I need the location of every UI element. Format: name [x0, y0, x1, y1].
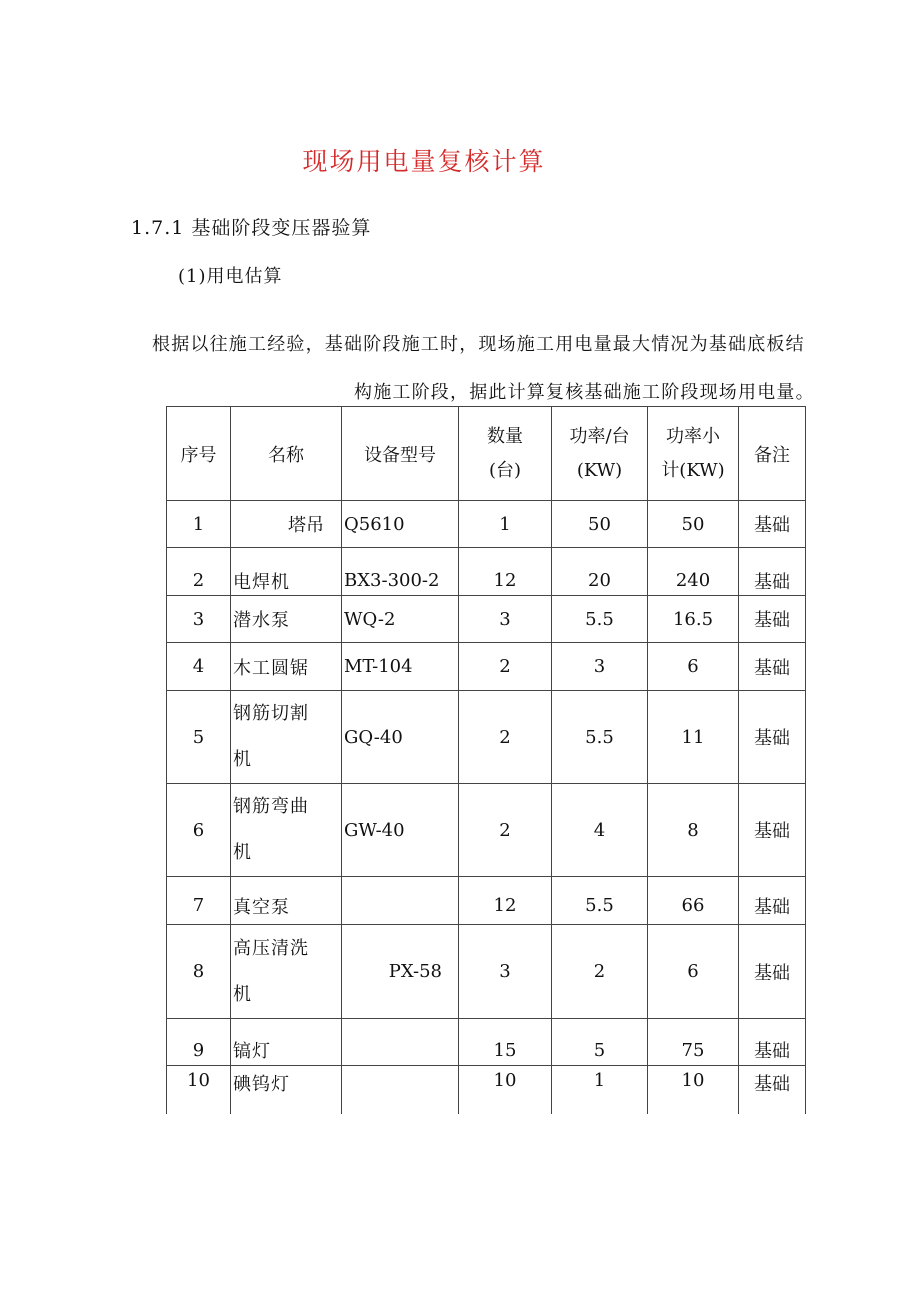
cell-subtotal: 6 — [648, 925, 739, 1019]
paragraph-line-2: 构施工阶段，据此计算复核基础施工阶段现场用电量。 — [354, 382, 815, 403]
cell-note: 基础 — [739, 1019, 806, 1066]
cell-name: 碘钨灯 — [231, 1066, 342, 1114]
cell-subtotal: 6 — [648, 643, 739, 691]
cell-note: 基础 — [739, 925, 806, 1019]
cell-no: 4 — [167, 643, 231, 691]
cell-model: Q5610 — [342, 501, 459, 548]
cell-subtotal: 75 — [648, 1019, 739, 1066]
cell-power: 5 — [552, 1019, 648, 1066]
cell-name — [231, 691, 342, 784]
cell-qty: 10 — [459, 1066, 552, 1114]
section-heading: 1.7.1 基础阶段变压器验算 — [131, 217, 372, 239]
cell-note: 基础 — [739, 548, 806, 596]
cell-power: 20 — [552, 548, 648, 596]
table-row — [167, 1019, 806, 1066]
table-row — [167, 596, 806, 643]
cell-power: 5.5 — [552, 691, 648, 784]
table-row — [167, 877, 806, 925]
header-subtotal-line1: 功率小 — [666, 425, 720, 447]
cell-name: 真空泵 — [231, 877, 342, 925]
cell-note: 基础 — [739, 501, 806, 548]
header-power-line1: 功率/台 — [569, 425, 630, 447]
cell-no: 8 — [167, 925, 231, 1019]
cell-subtotal: 11 — [648, 691, 739, 784]
cell-power: 1 — [552, 1066, 648, 1114]
cell-note: 基础 — [739, 1066, 806, 1114]
header-note: 备注 — [739, 407, 806, 501]
cell-name: 潜水泵 — [231, 596, 342, 643]
cell-model: MT-104 — [342, 643, 459, 691]
cell-note: 基础 — [739, 643, 806, 691]
cell-model — [342, 1019, 459, 1066]
cell-subtotal: 10 — [648, 1066, 739, 1114]
cell-qty: 3 — [459, 596, 552, 643]
table-row — [167, 925, 806, 1019]
cell-note: 基础 — [739, 877, 806, 925]
cell-name-line2: 机 — [233, 842, 252, 863]
table-row — [167, 643, 806, 691]
cell-power: 50 — [552, 501, 648, 548]
cell-model: PX-58 — [342, 925, 459, 1019]
header-qty — [459, 407, 552, 501]
cell-name-line1: 钢筋弯曲 — [233, 796, 309, 817]
cell-subtotal: 66 — [648, 877, 739, 925]
header-model: 设备型号 — [342, 407, 459, 501]
cell-qty: 3 — [459, 925, 552, 1019]
cell-model — [342, 1066, 459, 1114]
header-subtotal — [648, 407, 739, 501]
page-title: 现场用电量复核计算 — [302, 147, 546, 176]
cell-subtotal: 240 — [648, 548, 739, 596]
cell-no: 3 — [167, 596, 231, 643]
cell-name: 镐灯 — [231, 1019, 342, 1066]
header-qty-line2: (台) — [488, 459, 522, 481]
cell-qty: 2 — [459, 784, 552, 877]
cell-note: 基础 — [739, 596, 806, 643]
cell-power: 5.5 — [552, 596, 648, 643]
cell-qty: 2 — [459, 643, 552, 691]
table-row — [167, 1066, 806, 1114]
cell-power: 5.5 — [552, 877, 648, 925]
cell-model: GW-40 — [342, 784, 459, 877]
cell-qty: 12 — [459, 548, 552, 596]
cell-no: 1 — [167, 501, 231, 548]
table-row — [167, 691, 806, 784]
cell-no: 2 — [167, 548, 231, 596]
cell-qty: 12 — [459, 877, 552, 925]
table-row — [167, 784, 806, 877]
power-table — [166, 406, 806, 1114]
cell-no: 5 — [167, 691, 231, 784]
cell-no: 6 — [167, 784, 231, 877]
cell-name — [231, 784, 342, 877]
header-qty-line1: 数量 — [487, 425, 523, 447]
header-subtotal-line2: 计(KW) — [661, 459, 725, 481]
cell-name-line1: 钢筋切割 — [233, 703, 309, 724]
paragraph-line-1: 根据以往施工经验，基础阶段施工时，现场施工用电量最大情况为基础底板结 — [152, 334, 805, 355]
header-name: 名称 — [231, 407, 342, 501]
cell-no: 10 — [167, 1066, 231, 1114]
cell-subtotal: 16.5 — [648, 596, 739, 643]
cell-power: 3 — [552, 643, 648, 691]
cell-qty: 2 — [459, 691, 552, 784]
header-power — [552, 407, 648, 501]
cell-subtotal: 8 — [648, 784, 739, 877]
header-no: 序号 — [167, 407, 231, 501]
cell-qty: 1 — [459, 501, 552, 548]
cell-note: 基础 — [739, 691, 806, 784]
cell-power: 4 — [552, 784, 648, 877]
cell-name — [231, 925, 342, 1019]
cell-name-line2: 机 — [233, 983, 252, 1005]
cell-model: WQ-2 — [342, 596, 459, 643]
header-power-line2: (KW) — [576, 459, 623, 481]
cell-note: 基础 — [739, 784, 806, 877]
table-row — [167, 548, 806, 596]
cell-model: GQ-40 — [342, 691, 459, 784]
cell-name-line2: 机 — [233, 749, 252, 770]
cell-model — [342, 877, 459, 925]
table-row — [167, 501, 806, 548]
cell-power: 2 — [552, 925, 648, 1019]
cell-name: 塔吊 — [231, 501, 342, 548]
cell-qty: 15 — [459, 1019, 552, 1066]
cell-name: 电焊机 — [231, 548, 342, 596]
cell-name-line1: 高压清洗 — [233, 937, 309, 959]
cell-no: 7 — [167, 877, 231, 925]
table-header-row — [167, 407, 806, 501]
cell-name: 木工圆锯 — [231, 643, 342, 691]
cell-no: 9 — [167, 1019, 231, 1066]
cell-subtotal: 50 — [648, 501, 739, 548]
cell-model: BX3-300-2 — [342, 548, 459, 596]
sub-heading: (1)用电估算 — [178, 266, 283, 287]
